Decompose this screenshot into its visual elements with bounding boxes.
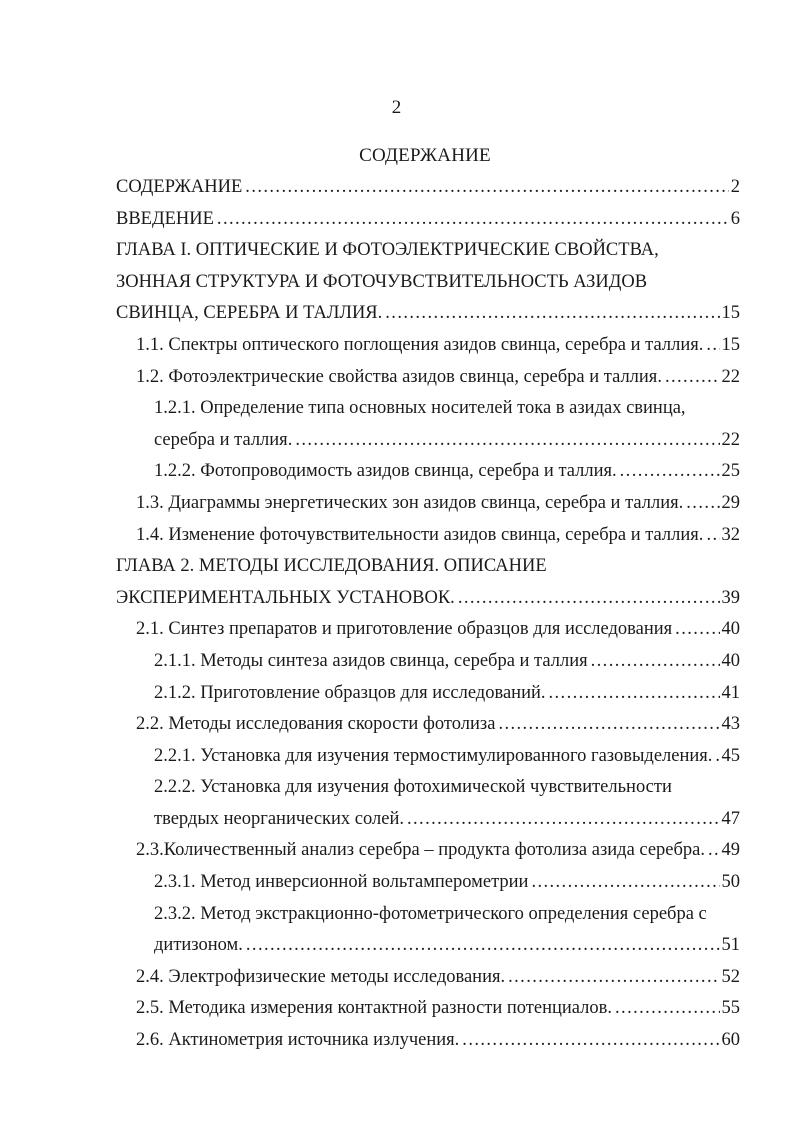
toc-entry xyxy=(0,835,793,867)
toc-entry xyxy=(0,867,793,899)
toc-entry-line xyxy=(154,393,740,425)
dot-leader xyxy=(245,172,728,204)
toc-entry-page: 41 xyxy=(721,682,740,703)
dot-leader xyxy=(549,678,720,710)
toc-entry xyxy=(0,393,793,456)
toc-entry xyxy=(0,678,793,710)
dot-leader xyxy=(620,456,720,488)
toc-entry-title: 2.4. Электрофизические методы исследования. xyxy=(136,966,506,987)
toc-entry-title: 1.1. Спектры оптического поглощения азидов свинца, серебра и таллия. xyxy=(136,334,704,355)
dot-leader xyxy=(407,804,720,836)
toc-entry-last-line xyxy=(154,867,740,899)
toc-entry-last-line xyxy=(154,456,740,488)
toc-entry-title: 2.1.1. Методы синтеза азидов свинца, серебра и таллия xyxy=(154,650,588,671)
toc-entry-page: 2 xyxy=(730,177,740,197)
dot-leader xyxy=(665,362,720,394)
toc-entry-title: 1.3. Диаграммы энергетических зон азидов свинца, серебра и таллия. xyxy=(136,492,684,513)
toc-entry-last-line xyxy=(136,330,740,362)
toc-entry-page: 40 xyxy=(721,619,740,640)
toc-entry-page: 22 xyxy=(721,429,740,450)
dot-leader xyxy=(675,614,719,646)
toc-entry-page: 15 xyxy=(721,334,740,355)
toc-entry-last-line xyxy=(116,298,740,330)
toc-entry-last-line xyxy=(136,362,740,394)
toc-entry-title: 2.5. Методика измерения контактной разности потенциалов. xyxy=(136,998,613,1019)
toc-entry-last-line xyxy=(136,520,740,552)
dot-leader xyxy=(385,298,719,330)
toc-entry xyxy=(0,362,793,394)
toc-entry-last-line xyxy=(154,804,740,836)
toc-entry xyxy=(0,520,793,552)
toc-entry-page: 60 xyxy=(721,1030,740,1051)
toc-entry-line xyxy=(116,235,740,267)
dot-leader xyxy=(498,709,719,741)
toc-entry-title: 1.2.1. Определение типа основных носителей тока в азидах свинца, xyxy=(154,398,686,419)
toc-entry-page: 51 xyxy=(721,935,740,956)
toc-entry-title: 2.6. Актинометрия источника излучения. xyxy=(136,1030,460,1051)
toc-entry-line xyxy=(154,899,740,931)
toc-entry-title: дитизоном. xyxy=(154,935,243,956)
toc-entry-last-line xyxy=(136,614,740,646)
toc-entry-title: твердых неорганических солей. xyxy=(154,808,404,829)
toc-entry-page: 15 xyxy=(721,303,740,324)
toc-entry-title: 1.2.2. Фотопроводимость азидов свинца, серебра и таллия. xyxy=(154,461,617,482)
toc-entry-title: ЭКСПЕРИМЕНТАЛЬНЫХ УСТАНОВОК. xyxy=(116,587,455,608)
toc-entry xyxy=(0,741,793,773)
toc-entry-title: СВИНЦА, СЕРЕБРА И ТАЛЛИЯ. xyxy=(116,303,383,324)
toc-entry xyxy=(0,899,793,962)
toc-entry-title: 2.3.1. Метод инверсионной вольтамперометрии xyxy=(154,872,529,893)
dot-leader xyxy=(708,835,719,867)
toc-entry-last-line xyxy=(116,583,740,615)
toc-entry-page: 50 xyxy=(721,872,740,893)
toc-entry-line xyxy=(154,772,740,804)
toc-entry-page: 29 xyxy=(721,492,740,513)
toc-entry-title: ЗОННАЯ СТРУКТУРА И ФОТОЧУВСТВИТЕЛЬНОСТЬ АЗИДОВ xyxy=(116,271,648,292)
toc-entry-title: ВВЕДЕНИЕ xyxy=(116,208,214,229)
toc-entry-last-line xyxy=(116,204,740,236)
toc-entry-page: 47 xyxy=(721,808,740,829)
toc-entry xyxy=(0,488,793,520)
toc-entry-page: 45 xyxy=(721,745,740,766)
toc-entry-title: 2.1.2. Приготовление образцов для исследований. xyxy=(154,682,546,703)
toc-entry-title: серебра и таллия. xyxy=(154,429,293,450)
dot-leader xyxy=(686,488,719,520)
toc-entry-line xyxy=(116,267,740,299)
toc-entry-title: 2.2.2. Установка для изучения фотохимической чувствительности xyxy=(154,777,672,798)
toc-entry-page: 52 xyxy=(721,966,740,987)
toc-entry xyxy=(0,709,793,741)
toc-entry-title: СОДЕРЖАНИЕ xyxy=(116,177,243,197)
dot-leader xyxy=(706,330,719,362)
toc-entry-title: ГЛАВА 2. МЕТОДЫ ИССЛЕДОВАНИЯ. ОПИСАНИЕ xyxy=(116,556,547,577)
toc-entry-last-line xyxy=(154,678,740,710)
toc-entry-page: 39 xyxy=(721,587,740,608)
dot-leader xyxy=(591,646,720,678)
toc-entry-page: 49 xyxy=(721,840,740,861)
toc-entry-title: 2.3.2. Метод экстракционно-фотометрического определения серебра с xyxy=(154,903,707,924)
toc-entry xyxy=(0,646,793,678)
toc-entry-page: 22 xyxy=(721,366,740,387)
dot-leader xyxy=(508,962,719,994)
toc-entry-last-line xyxy=(154,930,740,962)
dot-leader xyxy=(217,204,729,236)
toc-entry-last-line xyxy=(154,741,740,773)
toc-entry-last-line xyxy=(154,646,740,678)
toc-entry xyxy=(0,993,793,1025)
toc-entry-page: 40 xyxy=(721,650,740,671)
toc-entry-last-line xyxy=(136,835,740,867)
toc-entry-last-line xyxy=(136,1025,740,1057)
dot-leader xyxy=(462,1025,719,1057)
dot-leader xyxy=(615,993,719,1025)
toc-entry xyxy=(0,172,793,204)
toc-entry-last-line xyxy=(136,709,740,741)
toc-entry-title: 1.4. Изменение фоточувствительности азидов свинца, серебра и таллия. xyxy=(136,524,704,545)
toc-entry-last-line xyxy=(154,425,740,457)
toc-entry xyxy=(0,551,793,614)
toc-entry-page: 6 xyxy=(730,208,740,229)
toc-entry-title: 2.1. Синтез препаратов и приготовление образцов для исследования xyxy=(136,619,673,640)
toc-entry xyxy=(0,1025,793,1057)
dot-leader xyxy=(715,741,719,773)
page-number: 2 xyxy=(391,97,402,118)
dot-leader xyxy=(295,425,719,457)
toc-heading: СОДЕРЖАНИЕ xyxy=(359,145,491,166)
toc-entry-page: 25 xyxy=(721,461,740,482)
toc-entry xyxy=(0,204,793,236)
toc-entry xyxy=(0,456,793,488)
toc-entry-page: 32 xyxy=(721,524,740,545)
toc-entry-title: 2.2.1. Установка для изучения термостимулированного газовыделения. xyxy=(154,745,713,766)
toc-entry-last-line xyxy=(136,993,740,1025)
toc-entry xyxy=(0,772,793,835)
table-of-contents xyxy=(0,172,793,1057)
toc-entry-page: 55 xyxy=(721,998,740,1019)
toc-entry xyxy=(0,962,793,994)
toc-entry xyxy=(0,235,793,330)
dot-leader xyxy=(531,867,719,899)
toc-entry-title: 2.2. Методы исследования скорости фотолиза xyxy=(136,714,496,735)
dot-leader xyxy=(706,520,719,552)
toc-entry-line xyxy=(116,551,740,583)
toc-entry-last-line xyxy=(136,962,740,994)
toc-entry xyxy=(0,614,793,646)
toc-entry-title: 1.2. Фотоэлектрические свойства азидов свинца, серебра и таллия. xyxy=(136,366,662,387)
toc-entry-last-line xyxy=(136,488,740,520)
dot-leader xyxy=(246,930,720,962)
toc-entry xyxy=(0,330,793,362)
dot-leader xyxy=(458,583,720,615)
toc-entry-last-line xyxy=(116,172,740,204)
toc-entry-title: ГЛАВА I. ОПТИЧЕСКИЕ И ФОТОЭЛЕКТРИЧЕСКИЕ СВОЙСТВА, xyxy=(116,240,659,261)
toc-entry-title: 2.3.Количественный анализ серебра – продукта фотолиза азида серебра. xyxy=(136,840,706,861)
toc-entry-page: 43 xyxy=(721,714,740,735)
